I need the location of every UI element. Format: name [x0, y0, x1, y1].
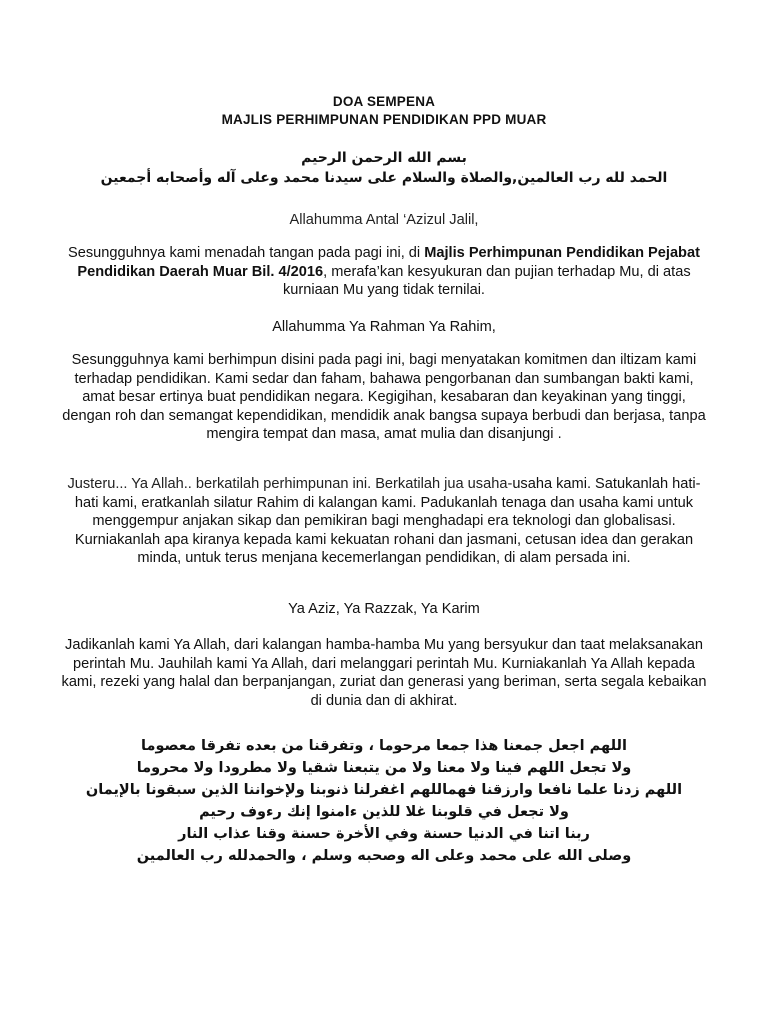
- paragraph-1-event-name: Majlis Perhimpunan Pendidikan Pejabat Pendidikan Daerah Muar Bil. 4/2016: [77, 245, 700, 280]
- paragraph-1: [60, 244, 708, 300]
- paragraph-1-after: , merafa’kan kesyukuran dan pujian terhadap Mu, di atas kurniaan Mu yang tidak ternilai.: [283, 263, 691, 298]
- doa-line: ولا تجعل اللهم فينا ولا معنا ولا من يتبعنا شقيا ولا مطرودا ولا محروما: [136, 760, 632, 776]
- arabic-basmala: بسم الله الرحمن الرحيم: [301, 150, 467, 166]
- paragraph-4: Jadikanlah kami Ya Allah, dari kalangan hamba-hamba Mu yang bersyukur dan taat melaksanakan perintah Mu. Jauhilah kami Ya Allah, dari melanggari perintah Mu. Kurniakanlah Ya Allah kepada kami, rezeki yang halal dan berpanjangan, zuriat dan generasi yang beriman, serta segala kebaikan di dunia dan di akhirat.: [61, 637, 707, 709]
- doa-line: ربنا اتنا في الدنيا حسنة وفي الأخرة حسنة وقنا عذاب النار: [178, 826, 590, 842]
- address-rahman-rahim: Allahumma Ya Rahman Ya Rahim,: [272, 319, 496, 335]
- paragraph-3-light: Justeru... Ya Allah.. berkatilah perhimpunan ini. Berkatilah jua usaha-: [67, 476, 513, 492]
- doa-line: اللهم زدنا علما نافعا وارزقنا فهماللهم اغفرلنا ذنوبنا ولإخواننا الذين سبقونا بالإيمان: [85, 782, 683, 798]
- address-antal-azizul: Allahumma Antal ‘Azizul Jalil,: [289, 212, 479, 228]
- doa-line: اللهم اجعل جمعنا هذا جمعا مرحوما ، وتفرقنا من بعده تفرقا معصوما: [141, 738, 627, 754]
- doc-title: DOA SEMPENA: [332, 94, 436, 109]
- paragraph-1-before: Sesungguhnya kami menadah tangan pada pagi ini, di: [68, 245, 425, 261]
- doa-line: وصلى الله على محمد وعلى اله وصحبه وسلم ، والحمدلله رب العالمين: [136, 848, 632, 864]
- doc-subtitle: MAJLIS PERHIMPUNAN PENDIDIKAN PPD MUAR: [221, 112, 547, 127]
- paragraph-3: [60, 475, 708, 568]
- arabic-hamd: الحمد لله رب العالمين,والصلاة والسلام على سيدنا محمد وعلى آله وأصحابه أجمعين: [100, 170, 668, 186]
- paragraph-2: Sesungguhnya kami berhimpun disini pada pagi ini, bagi menyatakan komitmen dan iltizam kami terhadap pendidikan. Kami sedar dan faham, bahawa pengorbanan dan sumbangan bakti kami, amat besar ertinya buat pendidikan negara. Kegigihan, kesabaran dan keyakinan yang tinggi, dengan roh dan semangat kependidikan, mendidik anak bangsa supaya berbudi dan berjasa, tanpa mengira tempat dan masa, amat mulia dan disanjungi .: [62, 352, 706, 442]
- doa-line: ولا تجعل في قلوبنا غلا للذين ءامنوا إنك رءوف رحيم: [199, 804, 569, 820]
- arabic-closing-doa: [60, 735, 708, 867]
- paragraph-3-rest: usaha kami. Satukanlah hati-hati kami, eratkanlah silatur Rahim di kalangan kami. Padukanlah tenaga dan usaha kami untuk menggempur anjakan sikap dan pemikiran bagi menghadapi era teknologi dan globalisasi. Kurniakanlah apa kiranya kepada kami kekuatan rohani dan jasmani, cetusan idea dan gerakan minda, untuk terus menjana kecemerlangan pendidikan, di alam persada ini.: [74, 476, 701, 566]
- address-aziz-razzak: Ya Aziz, Ya Razzak, Ya Karim: [288, 601, 480, 617]
